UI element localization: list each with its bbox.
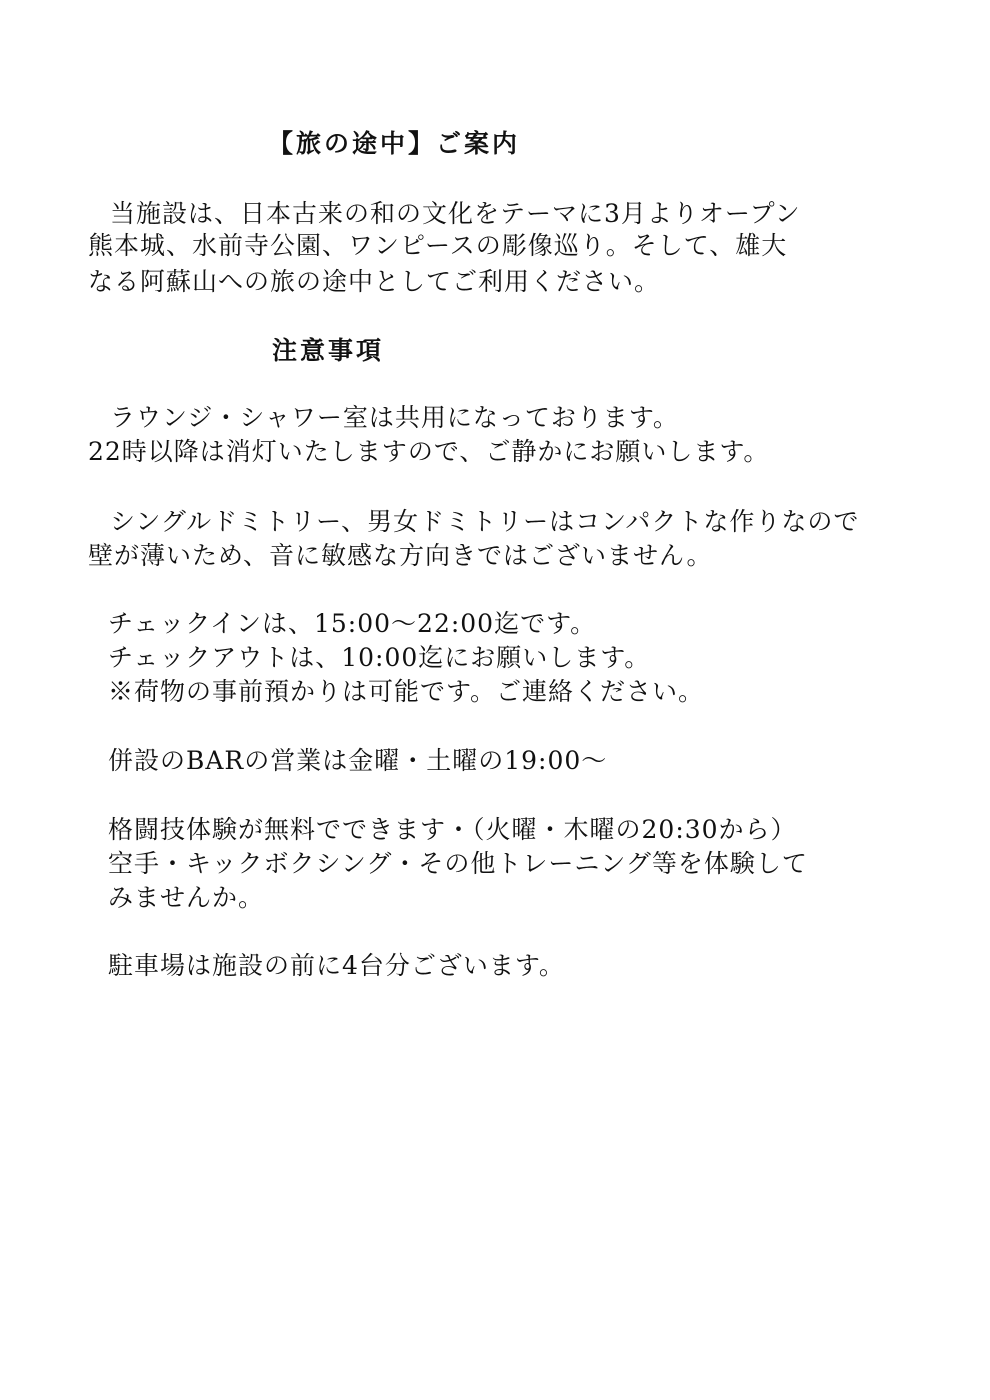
intro-line: 当施設は、日本古来の和の文化をテーマに3月よりオープン bbox=[110, 199, 801, 228]
intro-line: なる阿蘇山への旅の途中としてご利用ください。 bbox=[88, 267, 661, 296]
notes-heading: 注意事項 bbox=[272, 336, 385, 365]
parking-info: 駐車場は施設の前に4台分ございます。 bbox=[108, 951, 565, 980]
intro-line: 熊本城、水前寺公園、ワンピースの彫像巡り。そして、雄大 bbox=[88, 231, 788, 260]
checkin-line: チェックインは、15:00～22:00迄です。 bbox=[108, 609, 597, 638]
bar-hours: 併設のBARの営業は金曜・土曜の19:00～ bbox=[108, 746, 608, 775]
lounge-line: 22時以降は消灯いたしますので、ご静かにお願いします。 bbox=[88, 437, 770, 466]
dormitory-line: シングルドミトリー、男女ドミトリーはコンパクトな作りなので bbox=[110, 507, 860, 536]
lounge-line: ラウンジ・シャワー室は共用になっております。 bbox=[110, 403, 679, 432]
luggage-note: ※荷物の事前預かりは可能です。ご連絡ください。 bbox=[108, 677, 705, 706]
dormitory-line: 壁が薄いため、音に敏感な方向きではございません。 bbox=[88, 541, 713, 570]
checkout-line: チェックアウトは、10:00迄にお願いします。 bbox=[108, 643, 651, 672]
notice-title: 【旅の途中】ご案内 bbox=[268, 129, 521, 158]
martial-arts-line: 格闘技体験が無料でできます・（火曜・木曜の20:30から） bbox=[108, 815, 797, 844]
martial-arts-line: 空手・キックボクシング・その他トレーニング等を体験して bbox=[108, 849, 808, 878]
martial-arts-line: みませんか。 bbox=[108, 883, 265, 912]
